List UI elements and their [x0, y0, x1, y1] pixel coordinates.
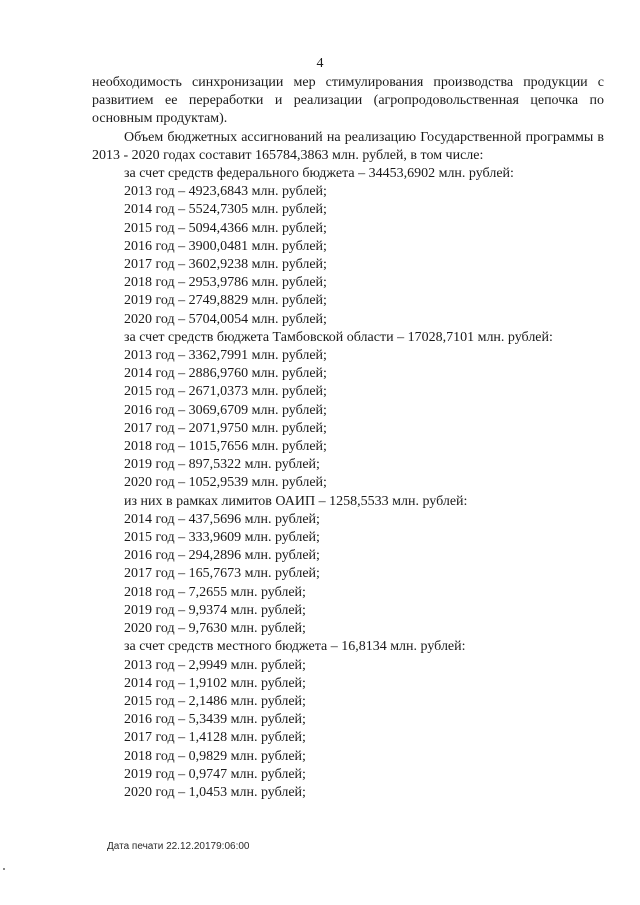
list-item: 2017 год – 2071,9750 млн. рублей;: [124, 420, 327, 436]
list-item: 2016 год – 3900,0481 млн. рублей;: [124, 238, 327, 254]
list-item: 2014 год – 5524,7305 млн. рублей;: [124, 202, 327, 218]
scan-speck: [3, 868, 5, 870]
list-item: 2020 год – 9,7630 млн. рублей;: [124, 621, 306, 637]
regional-list: [92, 347, 604, 493]
list-item: 2014 год – 2886,9760 млн. рублей;: [124, 366, 327, 382]
list-item: 2015 год – 333,9609 млн. рублей;: [124, 530, 320, 546]
regional-heading: за счет средств бюджета Тамбовской области – 17028,7101 млн. рублей:: [124, 329, 553, 345]
list-item: 2020 год – 5704,0054 млн. рублей;: [124, 311, 327, 327]
list-item: 2014 год – 437,5696 млн. рублей;: [124, 511, 320, 527]
list-item: 2015 год – 2,1486 млн. рублей;: [124, 693, 306, 709]
list-item: 2017 год – 165,7673 млн. рублей;: [124, 566, 320, 582]
list-item: 2016 год – 5,3439 млн. рублей;: [124, 712, 306, 728]
list-item: 2018 год – 2953,9786 млн. рублей;: [124, 275, 327, 291]
list-item: 2013 год – 3362,7991 млн. рублей;: [124, 348, 327, 364]
list-item: 2020 год – 1052,9539 млн. рублей;: [124, 475, 327, 491]
local-list: [92, 657, 604, 803]
document-body: [92, 74, 604, 802]
oaip-list: [92, 511, 604, 638]
list-item: 2016 год – 3069,6709 млн. рублей;: [124, 402, 327, 418]
list-item: 2019 год – 9,9374 млн. рублей;: [124, 602, 306, 618]
list-item: 2017 год – 3602,9238 млн. рублей;: [124, 257, 327, 273]
oaip-heading: из них в рамках лимитов ОАИП – 1258,5533 млн. рублей:: [124, 493, 468, 509]
list-item: 2019 год – 2749,8829 млн. рублей;: [124, 293, 327, 309]
federal-list: [92, 183, 604, 329]
list-item: 2017 год – 1,4128 млн. рублей;: [124, 730, 306, 746]
list-item: 2013 год – 4923,6843 млн. рублей;: [124, 184, 327, 200]
list-item: 2014 год – 1,9102 млн. рублей;: [124, 675, 306, 691]
list-item: 2018 год – 1015,7656 млн. рублей;: [124, 439, 327, 455]
federal-heading: за счет средств федерального бюджета – 34453,6902 млн. рублей:: [124, 166, 514, 182]
list-item: 2018 год – 7,2655 млн. рублей;: [124, 584, 306, 600]
list-item: 2018 год – 0,9829 млн. рублей;: [124, 748, 306, 764]
list-item: 2015 год – 5094,4366 млн. рублей;: [124, 220, 327, 236]
list-item: 2016 год – 294,2896 млн. рублей;: [124, 548, 320, 564]
intro-paragraph: необходимость синхронизации мер стимулирования производства продукции с развитием ее переработки и реализации (агропродовольственная цепочка по основным продуктам).: [92, 75, 604, 127]
list-item: 2019 год – 897,5322 млн. рублей;: [124, 457, 320, 473]
page-number: 4: [316, 56, 324, 71]
list-item: 2013 год – 2,9949 млн. рублей;: [124, 657, 306, 673]
list-item: 2020 год – 1,0453 млн. рублей;: [124, 784, 306, 800]
print-date-footer: Дата печати 22.12.20179:06:00: [107, 841, 250, 852]
list-item: 2015 год – 2671,0373 млн. рублей;: [124, 384, 327, 400]
local-heading: за счет средств местного бюджета – 16,8134 млн. рублей:: [124, 639, 466, 655]
budget-paragraph: Объем бюджетных ассигнований на реализацию Государственной программы в 2013 - 2020 годах составит 165784,3863 млн. рублей, в том числе:: [92, 129, 604, 163]
list-item: 2019 год – 0,9747 млн. рублей;: [124, 766, 306, 782]
